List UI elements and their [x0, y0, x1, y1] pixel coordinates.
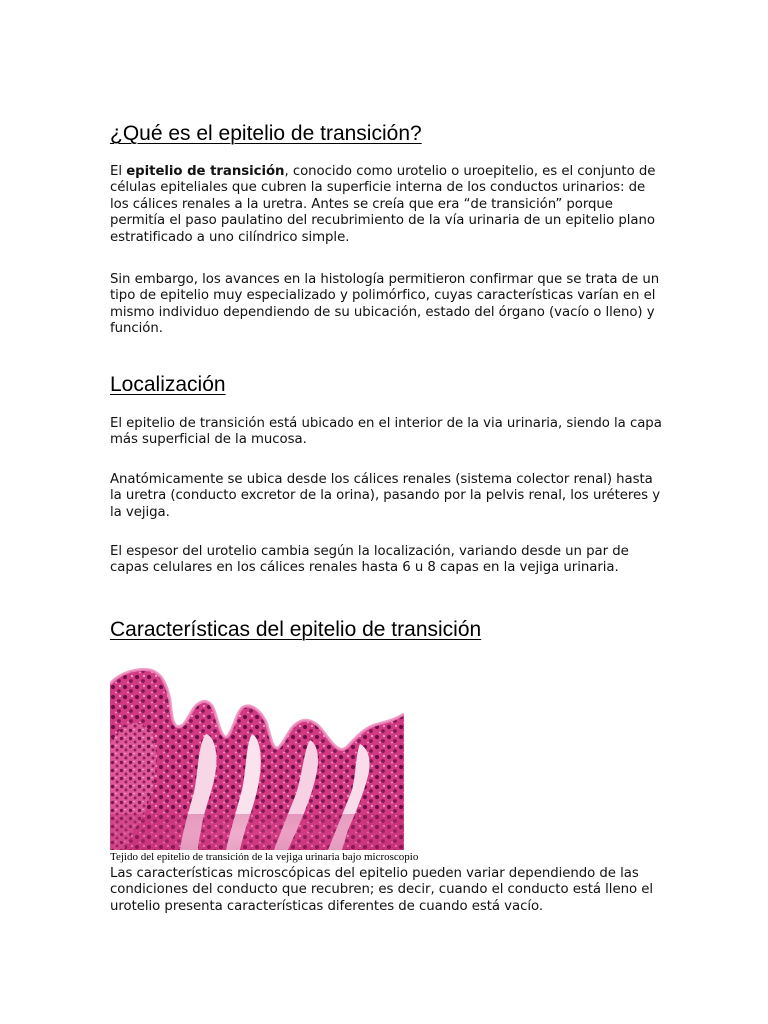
paragraph-anatomy: Anatómicamente se ubica desde los cálices renales (sistema colector renal) hasta la uretra (conducto excretor de la orina), pasando por la pelvis renal, los uréteres y la vejiga.	[110, 472, 661, 520]
heading-what-is: ¿Qué es el epitelio de transición?	[110, 122, 422, 145]
paragraph-microscopic: Las características microscópicas del epitelio pueden variar dependiendo de las condiciones del conducto que recubren; es decir, cuando el conducto está lleno el urotelio presenta características diferentes de cuando está vacío.	[110, 866, 653, 914]
heading-localizacion: Localización	[110, 373, 226, 396]
paragraph-definition	[110, 164, 662, 246]
paragraph-histology: Sin embargo, los avances en la histología permitieron confirmar que se trata de un tipo de epitelio muy especializado y polimórfico, cuyas características varían en el mismo individuo dependiendo de su ubicación, estado del órgano (vacío o lleno) y función.	[110, 272, 660, 337]
paragraph-definition-bold: epitelio de transición	[126, 164, 285, 179]
paragraph-location: El epitelio de transición está ubicado en el interior de la via urinaria, siendo la capa más superficial de la mucosa.	[110, 416, 662, 448]
paragraph-thickness: El espesor del urotelio cambia según la localización, variando desde un par de capas celulares en los cálices renales hasta 6 u 8 capas en la vejiga urinaria.	[110, 544, 629, 576]
paragraph-definition-prefix: El	[110, 164, 127, 179]
paragraph-definition-rest: , conocido como urotelio o uroepitelio, es el conjunto de células epiteliales que cubren la superficie interna de los conductos urinarios: de los cálices renales a la uretra. Antes se creía que era “de transición” porque permitía el paso paulatino del recubrimiento de la vía urinaria de un epitelio plano estratificado a uno cilíndrico simple.	[110, 164, 656, 245]
heading-caracteristicas: Características del epitelio de transición	[110, 618, 482, 641]
image-caption: Tejido del epitelio de transición de la vejiga urinaria bajo microscopio	[110, 851, 419, 863]
histology-image	[110, 664, 404, 850]
